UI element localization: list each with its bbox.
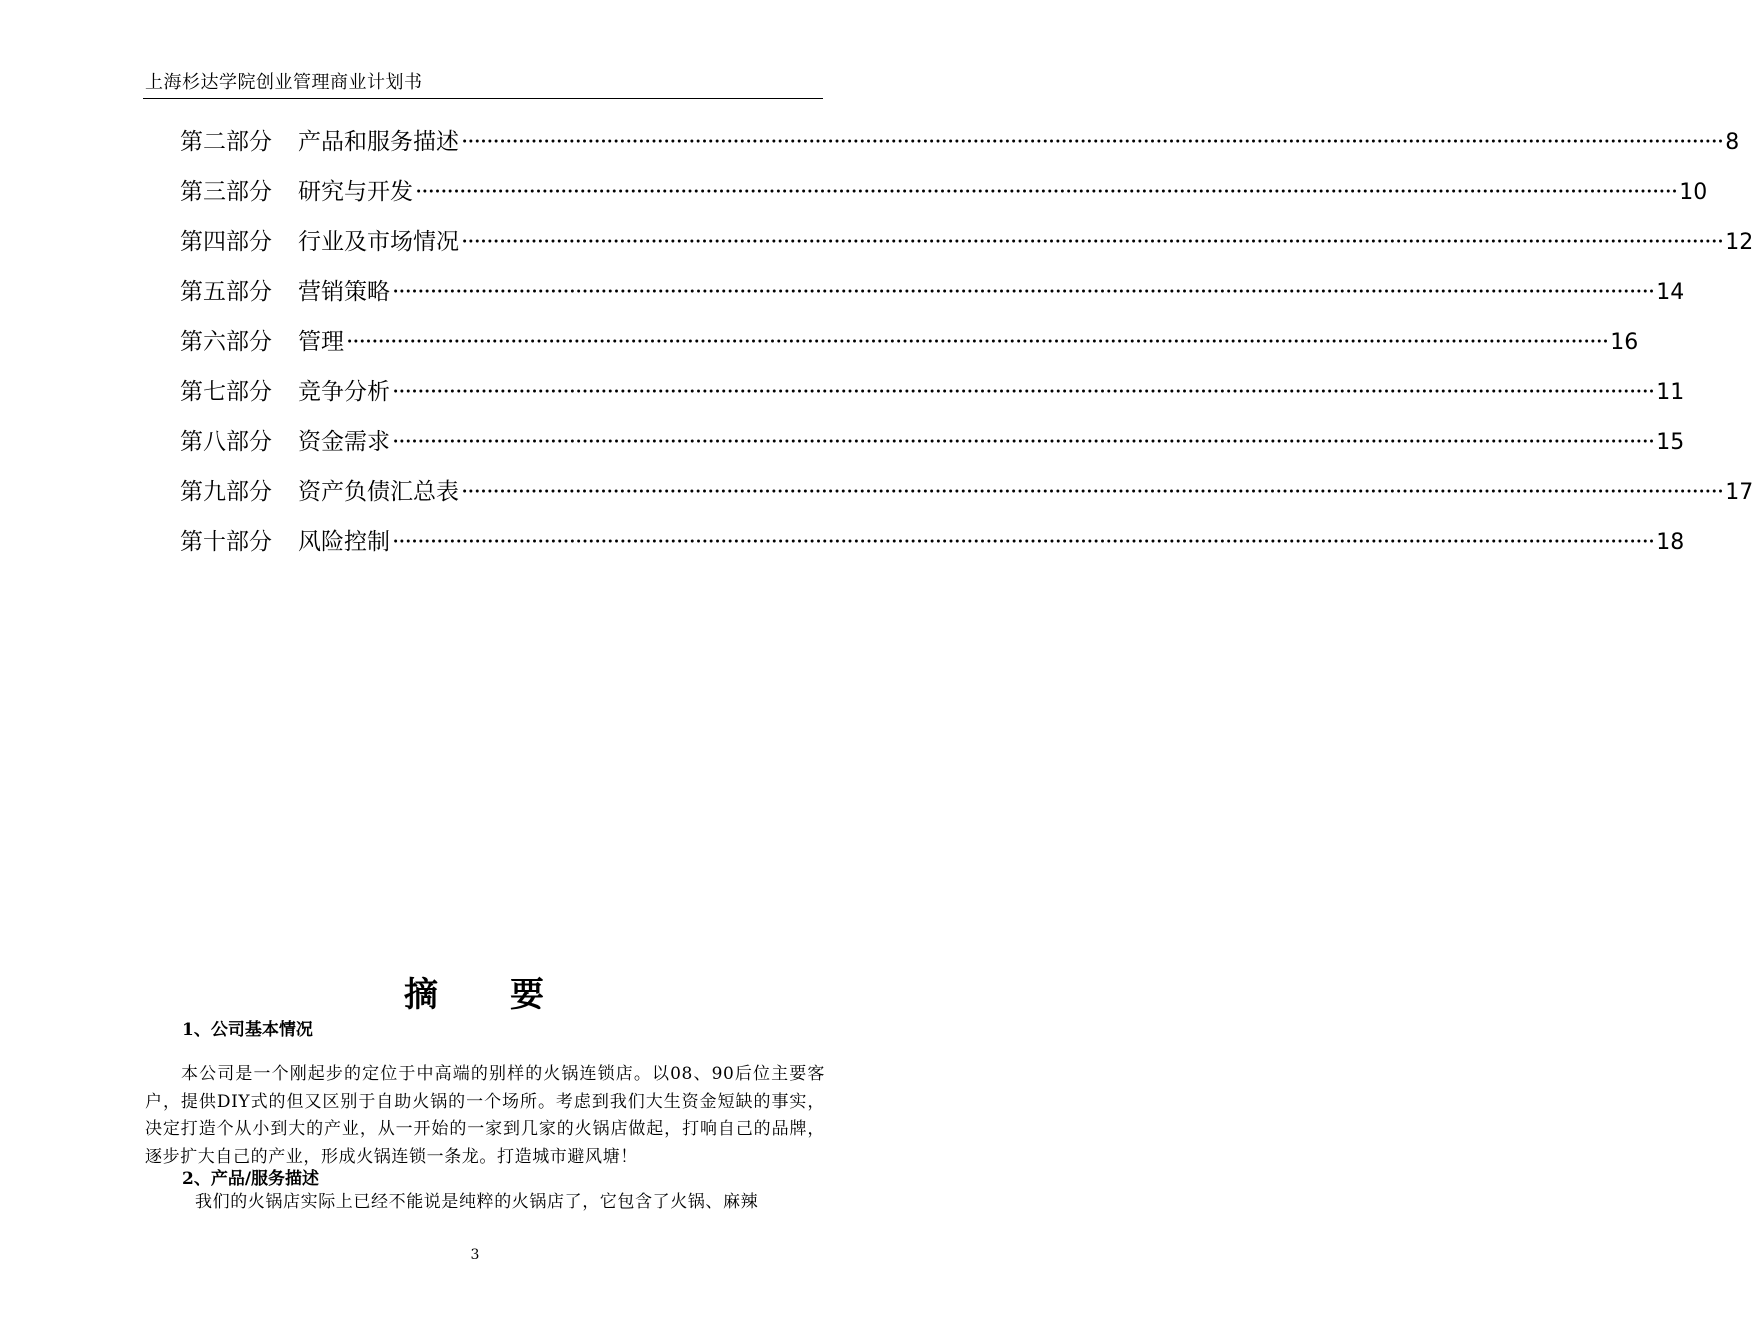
section2-paragraph: 我们的火锅店实际上已经不能说是纯粹的火锅店了，它包含了火锅、麻辣: [195, 1192, 759, 1212]
toc-entry-part: 第四部分: [180, 229, 272, 255]
toc-entry-title: 资金需求: [298, 429, 390, 455]
document-header: 上海杉达学院创业管理商业计划书: [145, 72, 423, 93]
page-number: 3: [470, 1247, 480, 1263]
toc-entry[interactable]: [180, 325, 1639, 375]
toc-entry-page: 16: [1610, 330, 1639, 355]
toc-entry-part: 第六部分: [180, 329, 272, 355]
toc-entry[interactable]: [180, 475, 1753, 525]
toc-entry-title: 资产负债汇总表: [298, 479, 459, 505]
toc-entry-page: 8: [1725, 130, 1740, 155]
toc-leader-dots: ········································································································································································································: [346, 329, 1609, 355]
toc-entry-title: 研究与开发: [298, 179, 413, 205]
toc-entry-page: 17: [1725, 480, 1753, 505]
toc-entry[interactable]: [180, 175, 1708, 225]
toc-leader-dots: ········································································································································································································: [415, 179, 1678, 205]
toc-entry-part: 第二部分: [180, 129, 272, 155]
toc-entry[interactable]: [180, 525, 1685, 575]
toc-entry-title: 管理: [298, 329, 344, 355]
toc-entry-page: 15: [1656, 430, 1685, 455]
section1-paragraph: 本公司是一个刚起步的定位于中高端的别样的火锅连锁店。以08、90后位主要客户，提供DIY式的但又区别于自助火锅的一个场所。考虑到我们大生资金短缺的事实，决定打造个从小到大的产业，从一开始的一家到几家的火锅店做起，打响自己的品牌，逐步扩大自己的产业，形成火锅连锁一条龙。打造城市避风塘！: [145, 1064, 825, 1167]
table-of-contents: [180, 125, 1753, 575]
toc-entry-title: 行业及市场情况: [298, 229, 459, 255]
toc-entry[interactable]: [180, 225, 1753, 275]
toc-leader-dots: ········································································································································································································: [461, 479, 1724, 505]
toc-leader-dots: ········································································································································································································: [461, 129, 1724, 155]
toc-leader-dots: ········································································································································································································: [461, 229, 1724, 255]
toc-entry-page: 11: [1656, 380, 1685, 405]
abstract-title-char-2: 要: [510, 975, 546, 1015]
section1-heading: 1、公司基本情况: [182, 1020, 313, 1040]
toc-entry-page: 10: [1679, 180, 1708, 205]
toc-entry[interactable]: [180, 425, 1685, 475]
toc-entry[interactable]: [180, 375, 1685, 425]
toc-leader-dots: ········································································································································································································: [392, 529, 1655, 555]
toc-entry-part: 第三部分: [180, 179, 272, 205]
header-divider: [143, 98, 823, 99]
abstract-title: [0, 967, 950, 1016]
toc-entry-part: 第八部分: [180, 429, 272, 455]
toc-entry-title: 风险控制: [298, 529, 390, 555]
toc-entry-part: 第七部分: [180, 379, 272, 405]
toc-entry-title: 营销策略: [298, 279, 390, 305]
toc-leader-dots: ········································································································································································································: [392, 279, 1655, 305]
toc-leader-dots: ········································································································································································································: [392, 379, 1655, 405]
toc-entry[interactable]: [180, 125, 1740, 175]
toc-entry-part: 第五部分: [180, 279, 272, 305]
toc-entry-title: 产品和服务描述: [298, 129, 459, 155]
toc-entry-part: 第十部分: [180, 529, 272, 555]
toc-entry-page: 18: [1656, 530, 1685, 555]
toc-entry[interactable]: [180, 275, 1685, 325]
abstract-title-char-1: 摘: [404, 975, 440, 1015]
toc-entry-part: 第九部分: [180, 479, 272, 505]
toc-entry-page: 14: [1656, 280, 1685, 305]
section2-heading: 2、产品/服务描述: [182, 1169, 320, 1189]
toc-leader-dots: ········································································································································································································: [392, 429, 1655, 455]
toc-entry-title: 竞争分析: [298, 379, 390, 405]
toc-entry-page: 12: [1725, 230, 1753, 255]
